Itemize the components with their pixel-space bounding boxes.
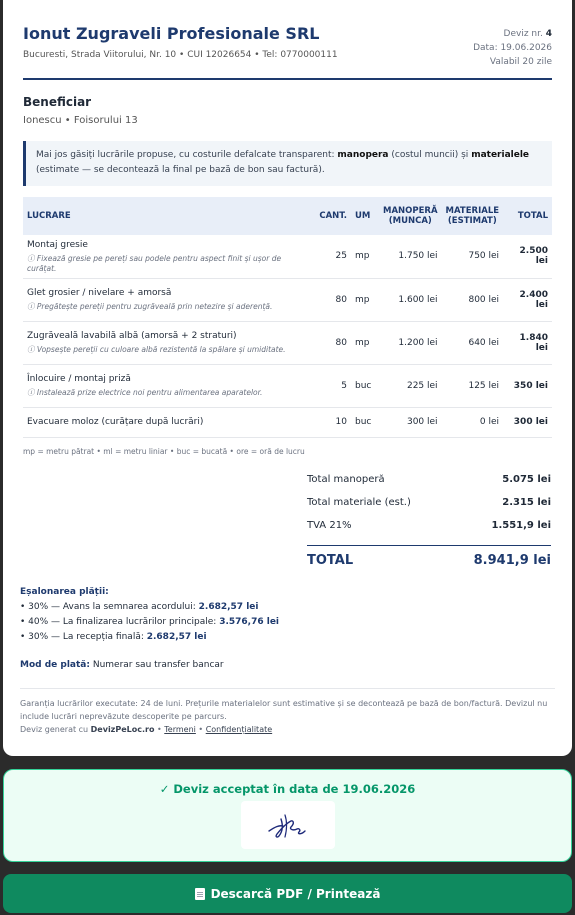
schedule-item-amount: 3.576,76 lei — [219, 617, 280, 627]
total-labor-value: 5.075 lei — [502, 474, 551, 485]
quote-number: 4 — [545, 29, 552, 39]
item-qty: 25 — [313, 235, 351, 278]
item-unit: buc — [351, 364, 379, 407]
payment-method-label: Mod de plată: — [20, 660, 90, 670]
item-unit: mp — [351, 321, 379, 364]
schedule-item — [20, 600, 279, 615]
quote-validity: Valabil 20 zile — [489, 57, 552, 67]
col-labor-line1: MANOPERĂ — [383, 206, 438, 216]
col-labor — [379, 197, 442, 235]
table-row — [23, 407, 552, 437]
warranty-text: Garanția lucrărilor executate: 24 de luni. Prețurile materialelor sunt estimative și se decontează pe bază de bon/factură. Devizul nu include lucrări neprevăzute descoperite pe parcurs. — [20, 699, 548, 721]
table-row — [23, 364, 552, 407]
item-total: 300 lei — [503, 407, 552, 437]
grand-total-value: 8.941,9 lei — [473, 553, 551, 568]
grand-total-label: TOTAL — [307, 553, 354, 568]
col-total: TOTAL — [503, 197, 552, 235]
totals-divider — [307, 545, 551, 546]
item-labor: 1.750 lei — [379, 235, 442, 278]
signature-drawing — [241, 801, 335, 849]
note-text: (costul muncii) și — [388, 150, 472, 160]
download-pdf-label: Descarcă PDF / Printează — [210, 886, 381, 901]
payment-method — [20, 660, 224, 670]
table-header-row — [23, 197, 552, 235]
beneficiary-title: Beneficiar — [23, 95, 92, 109]
item-unit: mp — [351, 235, 379, 278]
item-labor: 225 lei — [379, 364, 442, 407]
item-unit: buc — [351, 407, 379, 437]
schedule-item-text: • 40% — La finalizarea lucrărilor principale: — [20, 617, 220, 627]
item-name: Evacuare moloz (curățare după lucrări) — [27, 417, 204, 427]
schedule-item — [20, 615, 279, 630]
item-total: 2.400 lei — [503, 278, 552, 321]
item-qty: 5 — [313, 364, 351, 407]
total-materials-value: 2.315 lei — [502, 497, 551, 508]
schedule-title: Eșalonarea plății: — [20, 587, 109, 597]
item-description: ⓘ Fixează gresie pe pereți sau podele pentru aspect finit și ușor de curățat. — [27, 253, 282, 273]
quote-date: Data: 19.06.2026 — [473, 43, 552, 53]
item-description: ⓘ Vopsește pereții cu culoare albă rezistentă la spălare și umiditate. — [27, 344, 286, 354]
download-pdf-button[interactable] — [3, 874, 572, 913]
item-total: 2.500 lei — [503, 235, 552, 278]
document-footer — [20, 688, 555, 736]
acceptance-text: ✓ Deviz acceptat în data de 19.06.2026 — [159, 782, 416, 796]
acceptance-box — [3, 769, 572, 862]
schedule-item-text: • 30% — La recepția finală: — [20, 632, 147, 642]
item-description: ⓘ Instalează prize electrice noi pentru alimentarea aparatelor. — [27, 387, 263, 397]
total-materials-row — [307, 491, 551, 514]
note-materials: materialele — [471, 150, 530, 160]
document-header — [23, 24, 552, 80]
company-details: Bucuresti, Strada Viitorului, Nr. 10 • CUI 12026654 • Tel: 0770000111 — [23, 50, 338, 60]
item-name: Glet grosier / nivelare + amorsă — [27, 287, 172, 298]
note-labor: manopera — [337, 150, 389, 160]
table-row — [23, 278, 552, 321]
item-qty: 10 — [313, 407, 351, 437]
generated-label: Deviz generat cu — [20, 725, 91, 734]
document-icon — [195, 888, 205, 900]
item-unit: mp — [351, 278, 379, 321]
vat-value: 1.551,9 lei — [491, 520, 551, 531]
item-name: Înlocuire / montaj priză — [27, 373, 131, 384]
schedule-item-text: • 30% — Avans la semnarea acordului: — [20, 602, 199, 612]
item-qty: 80 — [313, 321, 351, 364]
note-text: Mai jos găsiți lucrările propuse, cu costurile defalcate transparent: — [36, 150, 338, 160]
company-name: Ionut Zugraveli Profesionale SRL — [23, 24, 320, 43]
grand-total-row — [307, 553, 551, 568]
vat-row — [307, 514, 551, 537]
units-legend: mp = metru pătrat • ml = metru liniar • buc = bucată • ore = oră de lucru — [23, 446, 305, 456]
beneficiary-details: Ionescu • Foisorului 13 — [23, 115, 138, 126]
totals-box — [307, 468, 551, 568]
quote-number-label: Deviz nr. — [503, 29, 543, 39]
generated-by — [20, 723, 555, 736]
item-description: ⓘ Pregătește pereții pentru zugrăveală prin netezire și aderență. — [27, 301, 273, 311]
separator: • — [154, 725, 165, 734]
item-total: 1.840 lei — [503, 321, 552, 364]
col-work: LUCRARE — [23, 197, 313, 235]
table-row — [23, 321, 552, 364]
terms-link[interactable]: Termeni — [164, 725, 196, 734]
col-materials-line2: (ESTIMAT) — [447, 216, 497, 226]
info-note — [23, 141, 552, 186]
col-materials — [442, 197, 504, 235]
payment-method-value: Numerar sau transfer bancar — [89, 660, 224, 670]
col-labor-line2: (MUNCA) — [388, 216, 432, 226]
col-qty: CANT. — [313, 197, 351, 235]
table-row — [23, 235, 552, 278]
total-materials-label: Total materiale (est.) — [307, 497, 411, 508]
item-materials: 0 lei — [442, 407, 504, 437]
item-materials: 640 lei — [442, 321, 504, 364]
item-name: Zugrăveală lavabilă albă (amorsă + 2 straturi) — [27, 330, 237, 341]
item-labor: 300 lei — [379, 407, 442, 437]
item-name: Montaj gresie — [27, 239, 88, 250]
separator: • — [195, 725, 206, 734]
total-labor-row — [307, 468, 551, 491]
item-materials: 125 lei — [442, 364, 504, 407]
payment-schedule — [20, 585, 279, 645]
schedule-item-amount: 2.682,57 lei — [146, 632, 207, 642]
item-total: 350 lei — [503, 364, 552, 407]
signature-image — [241, 801, 335, 849]
vat-label: TVA 21% — [307, 520, 352, 531]
note-text: (estimate — se decontează la final pe bază de bon sau factură). — [36, 165, 325, 175]
col-materials-line1: MATERIALE — [445, 206, 500, 216]
item-labor: 1.600 lei — [379, 278, 442, 321]
privacy-link[interactable]: Confidențialitate — [205, 725, 273, 734]
total-labor-label: Total manoperă — [307, 474, 385, 485]
item-qty: 80 — [313, 278, 351, 321]
item-materials: 750 lei — [442, 235, 504, 278]
schedule-item-amount: 2.682,57 lei — [198, 602, 259, 612]
item-materials: 800 lei — [442, 278, 504, 321]
col-unit: UM — [351, 197, 379, 235]
item-labor: 1.200 lei — [379, 321, 442, 364]
quote-meta — [473, 27, 552, 69]
brand-link[interactable]: DevizPeLoc.ro — [90, 725, 155, 734]
schedule-item — [20, 630, 279, 645]
items-table — [23, 197, 552, 438]
